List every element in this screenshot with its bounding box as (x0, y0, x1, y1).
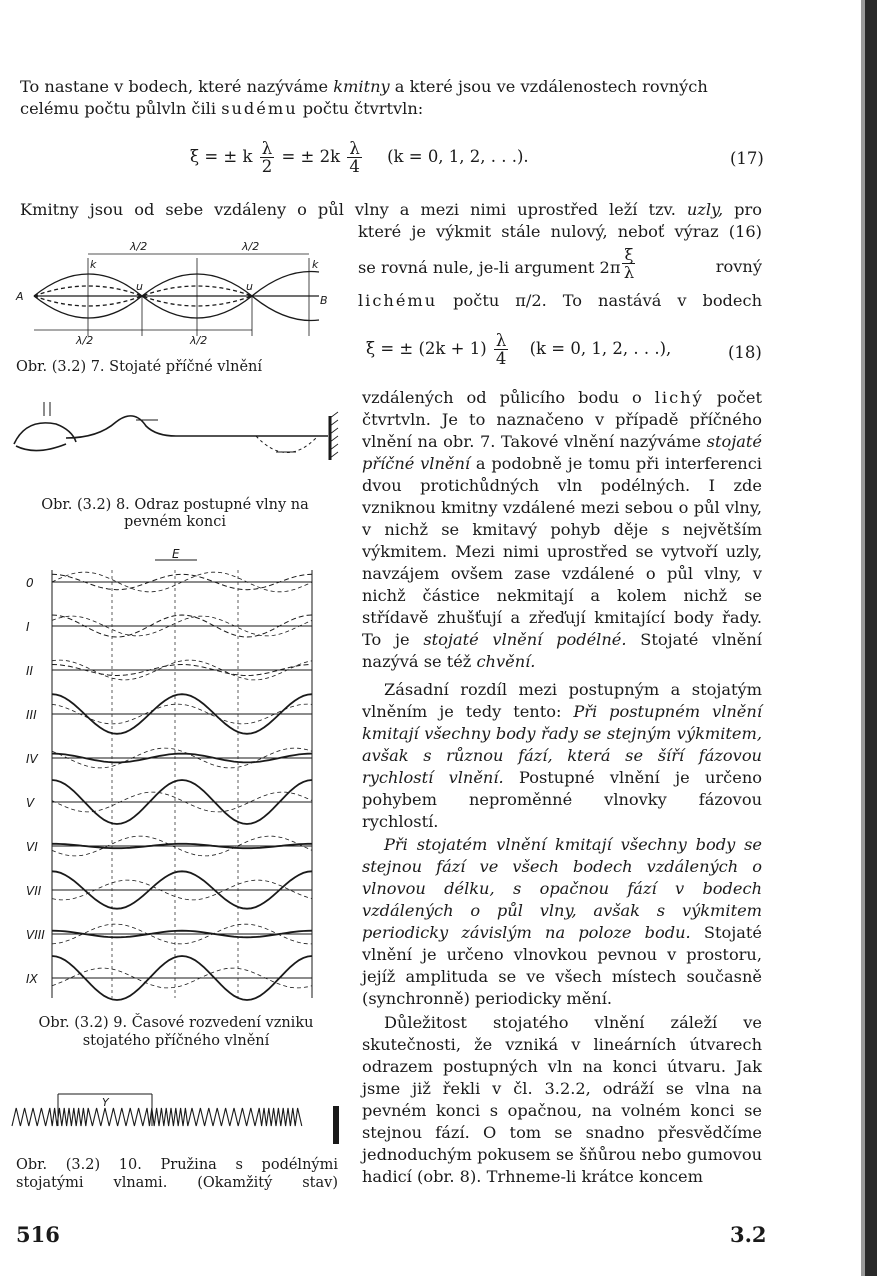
page-number: 516 (16, 1222, 60, 1247)
fig9-row-label: I (26, 620, 30, 634)
kmitny-line: Kmitny jsou od sebe vzdáleny o půl vlny a mezi nimi uprostřed leží tzv. uzly, pro (20, 200, 762, 219)
svg-text:B: B (320, 294, 328, 307)
right-line-2: se rovná nule, je-li argument 2π $\frac{\xi}{\lambda}$ rovný (358, 245, 762, 282)
fig9-row-label: IX (26, 972, 38, 986)
svg-text:λ/2: λ/2 (130, 240, 148, 253)
svg-text:λ/2: λ/2 (242, 240, 260, 253)
fig9-row-label: IV (26, 752, 38, 766)
figure-7-standing-wave (14, 238, 344, 348)
svg-text:k: k (90, 258, 97, 271)
figure-9-time-evolution (22, 546, 322, 1006)
equation-17: ξ = ± k $\frac{\lambda}{2}$ = ± 2k $\frac{\lambda}{4}$ (k = 0, 1, 2, . . .). (190, 139, 529, 176)
fig9-row-label: VIII (26, 928, 45, 942)
figure-8-rope-reflection (6, 396, 346, 476)
fig9-row-label: V (26, 796, 35, 810)
equation-18: ξ = ± (2k + 1) $\frac{\lambda}{4}$ (k = 0, 1, 2, . . .), (366, 331, 672, 368)
fig9-e-label: E (172, 547, 180, 561)
fig10-wall (333, 1106, 339, 1144)
figure-9-caption-1: Obr. (3.2) 9. Časové rozvedení vzniku (38, 1015, 314, 1031)
equation-17-number: (17) (730, 149, 764, 168)
right-line-1: které je výkmit stále nulový, neboť výraz (16) (358, 222, 762, 241)
fig9-row-label: VII (26, 884, 42, 898)
equation-18-number: (18) (728, 343, 762, 362)
figure-10-caption-1: Obr. (3.2) 10. Pružina s podélnými (16, 1157, 338, 1173)
figure-10-spring (6, 1086, 346, 1146)
fig10-label: Y (102, 1096, 109, 1109)
figure-10-caption-2: stojatými vlnami. (Okamžitý stav) (16, 1175, 338, 1191)
right-paragraph-3: Při stojatém vlnění kmitají všechny body se stejnou fází ve všech bodech vzdálených o vlnovou délku, s opačnou fází v bodech vzdálených o půl vlny, avšak s výkmitem periodicky závislým na poloze bodu. Stojaté vlnění je určeno vlnovkou pevnou v prostoru, jejíž amplituda se ve všech místech současně (synchronně) periodicky mění. (362, 835, 762, 1008)
fig9-row-label: II (26, 664, 34, 678)
figure-8-caption-2: pevném konci (124, 514, 226, 530)
svg-text:λ/2: λ/2 (190, 334, 208, 347)
page-edge-shadow (865, 0, 877, 1276)
figure-9-caption-2: stojatého příčného vlnění (82, 1033, 270, 1049)
top-line-2: celému počtu půlvln čili sudému počtu čtvrtvln: (20, 99, 424, 118)
right-line-3: lichému počtu π/2. To nastává v bodech (358, 291, 762, 310)
svg-text:k: k (312, 258, 319, 271)
fig9-row-label: III (26, 708, 37, 722)
figure-8-caption-1: Obr. (3.2) 8. Odraz postupné vlny na (41, 497, 309, 513)
right-paragraph-2: Zásadní rozdíl mezi postupným a stojatým vlněním je tedy tento: Při postupném vlnění kmitají všechny body řady se stejným výkmitem, avšak s různou fází, která se šíří fázovou rychlostí vlnění. Postupné vlnění je určeno pohybem neproměnné vlnovky fázovou rychlostí. (362, 680, 762, 831)
right-paragraph-4: Důležitost stojatého vlnění záleží ve skutečnosti, že vzniká v lineárních útvarech odrazem postupných vln na konci útvaru. Jak jsme již řekli v čl. 3.2.2, odráží se vlna na pevném konci s opačnou, na volném konci se stejnou fází. O tom se snadno přesvědčíme jednoduchým pokusem se šňůrou nebo gumovou hadicí (obr. 8). Trhneme-li krátce koncem (362, 1013, 762, 1186)
svg-text:u: u (246, 280, 253, 293)
figure-7-caption: Obr. (3.2) 7. Stojaté příčné vlnění (16, 359, 263, 375)
section-number: 3.2 (730, 1222, 767, 1247)
page-edge-shadow-light (861, 0, 865, 1276)
fig9-row-label: VI (26, 840, 38, 854)
fig9-row-label: 0 (26, 576, 34, 590)
svg-text:λ/2: λ/2 (76, 334, 94, 347)
svg-text:A: A (16, 290, 24, 303)
svg-text:u: u (136, 280, 143, 293)
right-paragraph-1: vzdálených od půlicího bodu o lichý počet čtvrtvln. Je to naznačeno v případě příčného vlnění na obr. 7. Takové vlnění nazýváme stojaté příčné vlnění a podobně je tomu při interferenci dvou protichůdných vln podélných. I zde vzniknou kmitny vzdálené mezi sebou o půl vlny, v nichž se kmitavý pohyb děje s největším výkmitem. Mezi nimi uprostřed se vytvoří uzly, navzájem ovšem zase vzdálené o půl vlny, v nichž částice nekmitají a kolem nichž se střídavě zhušťují a zřeďují kmitající body řady. To je stojaté vlnění podélné. Stojaté vlnění nazývá se též chvění. (362, 388, 762, 671)
top-line-1: To nastane v bodech, které nazýváme kmitny a které jsou ve vzdálenostech rovných (20, 77, 708, 96)
fig10-spring-coil (12, 1108, 302, 1126)
